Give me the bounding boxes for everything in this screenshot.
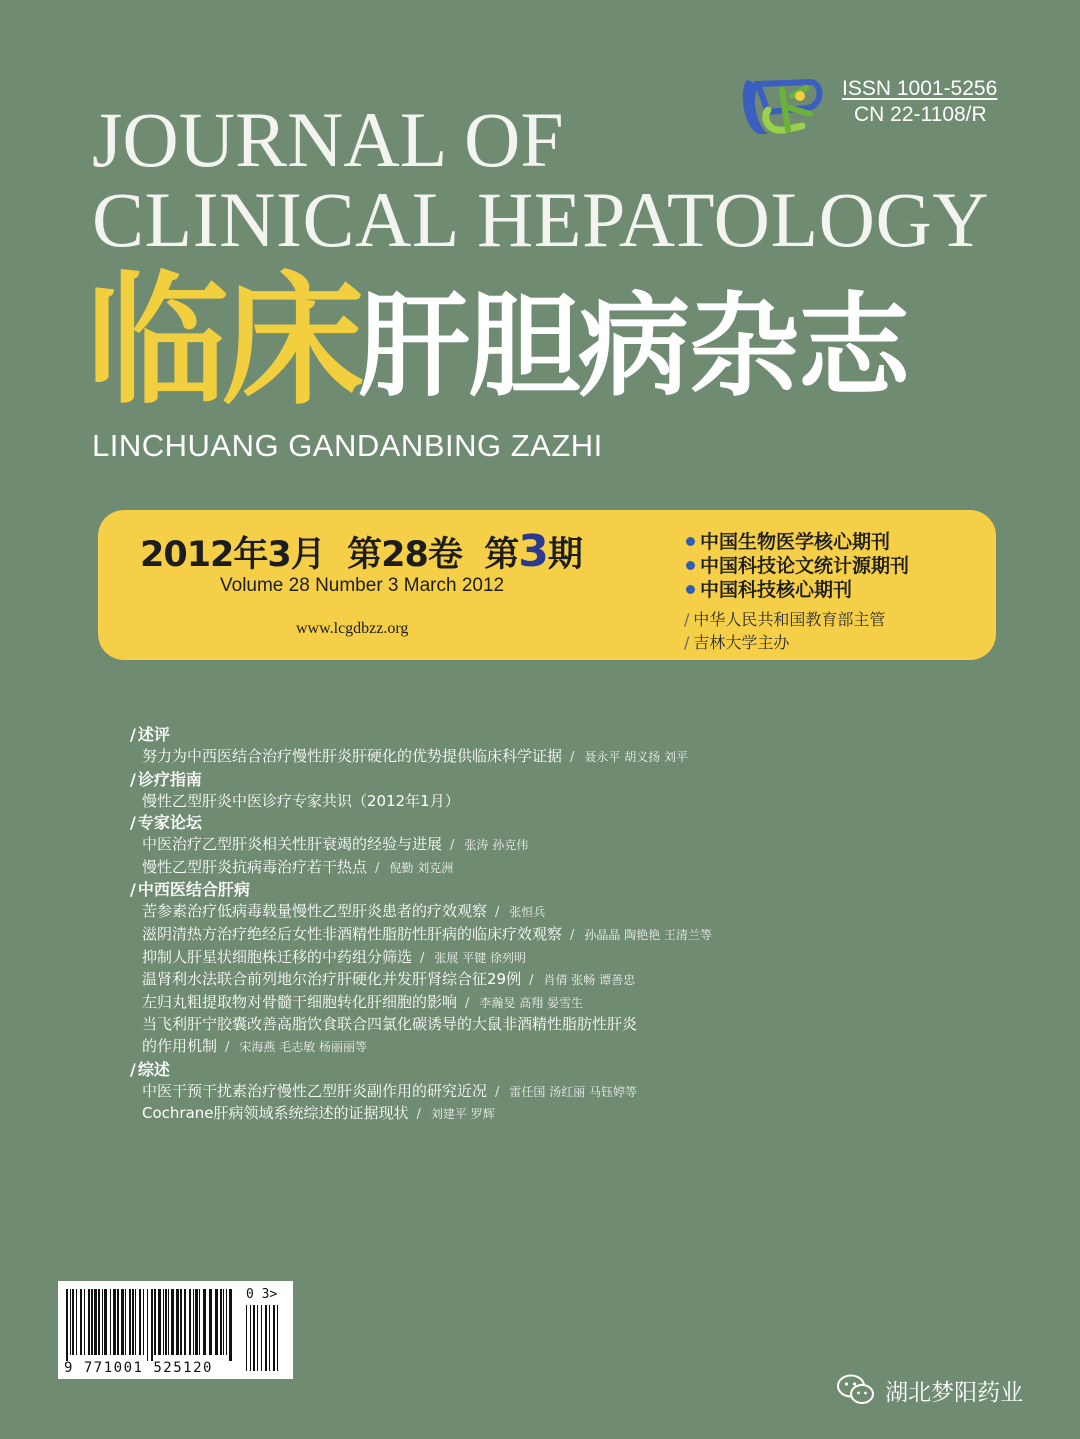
toc-section-heading: / 专家论坛 [130, 813, 202, 833]
barcode-bar [70, 1289, 71, 1355]
slash-icon: / [130, 725, 136, 744]
toc-article: 慢性乙型肝炎中医诊疗专家共识（2012年1月） [142, 791, 460, 810]
barcode-bar [117, 1289, 119, 1355]
barcode-bar [132, 1289, 134, 1355]
slash-icon: / [570, 750, 575, 765]
indexing-item: 中国生物医学核心期刊 [686, 530, 909, 554]
toc-article: Cochrane肝病领域系统综述的证据现状 / 刘建平 罗辉 [142, 1104, 495, 1123]
barcode-bar [76, 1289, 77, 1355]
issue-number: 3 [518, 526, 548, 577]
english-title-line1: JOURNAL OF [92, 96, 564, 183]
website-url: www.lcgdbzz.org [296, 620, 409, 637]
barcode-bar [80, 1289, 82, 1355]
barcode-addon-bar [253, 1305, 255, 1371]
barcode-bar [129, 1289, 131, 1355]
slash-icon: / [130, 1059, 136, 1079]
issue-volume: 第28卷 [347, 535, 462, 575]
toc-authors: 孙晶晶 陶艳艳 王清兰等 [584, 927, 713, 942]
slash-icon: / [420, 950, 425, 966]
english-title-line2: CLINICAL HEPATOLOGY [92, 176, 990, 263]
toc-article: 中医干预干扰素治疗慢性乙型肝炎副作用的研究近况 / 雷任国 汤红丽 马钰婷等 [142, 1081, 638, 1100]
barcode-addon-digits: 0 3> [246, 1287, 278, 1302]
slash-icon: / [225, 1039, 230, 1055]
barcode-bar [154, 1289, 156, 1355]
slash-icon: / [130, 769, 136, 789]
barcode-bar [199, 1289, 200, 1355]
toc-authors: 张恒兵 [509, 905, 546, 920]
toc-article: 当飞利肝宁胶囊改善高脂饮食联合四氯化碳诱导的大鼠非酒精性脂肪性肝炎 [142, 1015, 638, 1034]
barcode-bar [88, 1289, 90, 1355]
watermark-text: 湖北梦阳药业 [885, 1379, 1024, 1406]
barcode-addon-bar [246, 1305, 247, 1371]
issn-number: ISSN 1001-5256 [842, 77, 998, 100]
toc-section-heading: / 中西医结合肝病 [130, 880, 250, 900]
toc-authors: 宋海燕 毛志敏 杨丽丽等 [239, 1039, 368, 1054]
barcode-bar [163, 1289, 164, 1355]
barcode-bar [113, 1289, 116, 1355]
barcode-addon-bar [277, 1305, 278, 1371]
cn-number: CN 22-1108/R [854, 103, 987, 126]
barcode-bar [176, 1289, 179, 1355]
barcode-bar [91, 1289, 93, 1355]
toc-authors: 倪勤 刘克洲 [389, 860, 454, 875]
indexing-list [686, 530, 909, 602]
slash-icon: / [130, 880, 136, 900]
toc-article: 慢性乙型肝炎抗病毒治疗若干热点 / 倪勤 刘克洲 [142, 857, 454, 876]
barcode-addon-bar [265, 1305, 267, 1371]
barcode-digits: 9 771001 525120 [64, 1360, 213, 1376]
issue-english: Volume 28 Number 3 March 2012 [220, 575, 505, 596]
barcode [58, 1281, 293, 1379]
toc-article: 中医治疗乙型肝炎相关性肝衰竭的经验与进展 / 张涛 孙克伟 [142, 835, 529, 854]
barcode-bar [215, 1289, 218, 1355]
chinese-title-highlight: 临床 [86, 259, 358, 424]
barcode-bar [143, 1289, 144, 1355]
toc-section-heading: / 综述 [130, 1059, 170, 1079]
toc-authors: 肖倩 张畅 谭善忠 [543, 973, 636, 988]
barcode-bar [193, 1289, 194, 1355]
watermark [836, 1373, 1023, 1407]
barcode-bar [171, 1289, 174, 1355]
barcode-bar [151, 1289, 153, 1361]
toc-article: 的作用机制 / 宋海燕 毛志敏 杨丽丽等 [142, 1036, 368, 1055]
barcode-bar [66, 1289, 68, 1361]
barcode-bar [98, 1289, 100, 1355]
slash-icon: / [495, 1084, 500, 1100]
barcode-bar [72, 1289, 74, 1355]
toc-authors: 张涛 孙克伟 [464, 838, 529, 853]
toc-authors: 李瀚旻 高翔 晏雪生 [479, 995, 584, 1010]
slash-icon: / [130, 813, 136, 833]
chinese-title-rest: 肝胆病杂志 [358, 282, 908, 412]
toc-article: 苦参素治疗低病毒载量慢性乙型肝炎患者的疗效观察 / 张恒兵 [142, 902, 546, 921]
barcode-bar [226, 1289, 227, 1355]
toc-authors: 张展 平键 徐列明 [434, 950, 527, 965]
barcode-bar [195, 1289, 198, 1355]
slash-icon: / [684, 610, 690, 629]
toc-authors: 雷任国 汤红丽 马钰婷等 [509, 1084, 638, 1099]
chinese-title [86, 259, 908, 424]
slash-icon: / [465, 995, 470, 1011]
barcode-bar [203, 1289, 206, 1355]
issue-band [98, 510, 996, 660]
toc-article: 抑制人肝星状细胞株迁移的中药组分筛选 / 张展 平键 徐列明 [142, 947, 527, 966]
pinyin-title: LINCHUANG GANDANBING ZAZHI [92, 428, 603, 463]
toc-article: 努力为中西医结合治疗慢性肝炎肝硬化的优势提供临床科学证据 / 聂永平 胡义扬 刘平 [142, 747, 689, 765]
slash-icon: / [684, 633, 690, 652]
slash-icon: / [450, 838, 455, 854]
barcode-bar [184, 1289, 186, 1355]
wechat-icon [836, 1373, 876, 1407]
barcode-bar [223, 1289, 224, 1355]
barcode-bar [158, 1289, 161, 1355]
barcode-bar [165, 1289, 167, 1355]
barcode-addon-bar [257, 1305, 258, 1371]
barcode-bar [94, 1289, 97, 1355]
slash-icon: / [570, 927, 575, 943]
slash-icon: / [495, 905, 500, 921]
barcode-addon-bar [250, 1305, 251, 1371]
barcode-bar [135, 1289, 136, 1355]
barcode-bar [168, 1289, 169, 1355]
indexing-item: 中国科技核心期刊 [686, 578, 909, 602]
toc-article: 温肾利水法联合前列地尔治疗肝硬化并发肝肾综合征29例 / 肖倩 张畅 谭善忠 [142, 970, 636, 989]
barcode-bar [84, 1289, 85, 1355]
toc-article: 滋阴清热方治疗绝经后女性非酒精性脂肪性肝病的临床疗效观察 / 孙晶晶 陶艳艳 王清兰等 [142, 924, 713, 943]
organizer-item: / 吉林大学主办 [684, 633, 790, 652]
barcode-bar [110, 1289, 111, 1355]
toc-article: 左归丸粗提取物对骨髓干细胞转化肝细胞的影响 / 李瀚旻 高翔 晏雪生 [142, 992, 584, 1011]
barcode-addon-bar [273, 1305, 275, 1371]
bullet-icon [686, 585, 695, 594]
barcode-bar [147, 1289, 148, 1361]
barcode-bar [102, 1289, 103, 1355]
slash-icon: / [375, 860, 380, 876]
organizer-item: / 中华人民共和国教育部主管 [684, 610, 886, 629]
barcode-addon-bar [269, 1305, 270, 1371]
issue-suffix: 期 [547, 535, 582, 575]
barcode-bar [180, 1289, 182, 1355]
issue-date: 2012年3月 [140, 535, 325, 575]
table-of-contents [130, 724, 890, 1126]
barcode-bar [189, 1289, 191, 1355]
slash-icon: / [416, 1107, 421, 1123]
barcode-bar [220, 1289, 222, 1355]
bullet-icon [686, 537, 695, 546]
barcode-bar [139, 1289, 141, 1355]
barcode-bar [229, 1289, 232, 1361]
barcode-bar [104, 1289, 107, 1355]
issue-prefix: 第 [484, 535, 519, 575]
indexing-item: 中国科技论文统计源期刊 [686, 554, 909, 578]
barcode-bar [121, 1289, 124, 1355]
barcode-bar [125, 1289, 126, 1355]
slash-icon: / [529, 973, 534, 989]
bullet-icon [686, 561, 695, 570]
barcode-bar [209, 1289, 212, 1355]
toc-section-heading: / 述评 [130, 725, 170, 744]
barcode-addon-bar [261, 1305, 262, 1371]
toc-authors: 聂永平 胡义扬 刘平 [584, 750, 689, 764]
organizer-list [684, 608, 885, 654]
english-title [92, 96, 990, 263]
toc-section-heading: / 诊疗指南 [130, 769, 202, 789]
issue-chinese [140, 526, 582, 577]
toc-authors: 刘建平 罗辉 [430, 1107, 495, 1122]
